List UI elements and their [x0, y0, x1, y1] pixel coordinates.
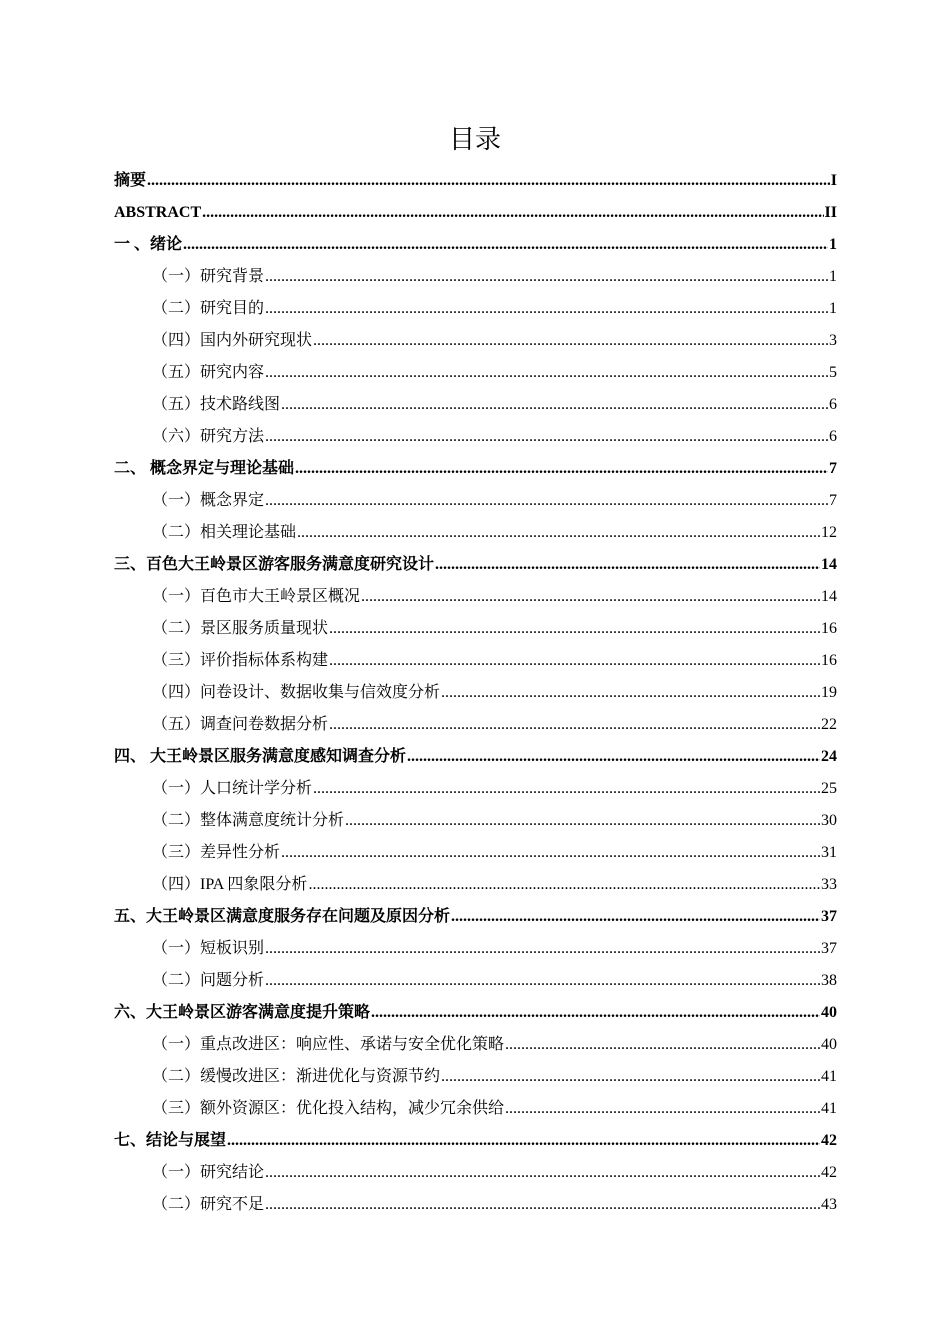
toc-page-number: 1 [829, 236, 837, 253]
toc-dot-leader [329, 709, 820, 741]
toc-dot-leader [308, 869, 820, 901]
toc-entry-label: （二）问题分析 [152, 972, 265, 989]
toc-page-number: 14 [821, 588, 837, 605]
toc-dot-leader [147, 165, 830, 197]
toc-page-number: 12 [821, 524, 837, 541]
toc-dot-leader [265, 933, 820, 965]
toc-entry-label: （三）额外资源区：优化投入结构，减少冗余供给 [152, 1100, 505, 1117]
toc-page-number: 41 [821, 1068, 837, 1085]
toc-dot-leader [202, 197, 823, 229]
toc-page-number: 37 [821, 940, 837, 957]
toc-chapter-entry[interactable] [114, 997, 837, 1029]
toc-section-entry[interactable] [114, 805, 837, 837]
toc-page-number: 43 [821, 1196, 837, 1213]
toc-entry-label: 七、结论与展望 [114, 1132, 227, 1149]
toc-section-entry[interactable] [114, 837, 837, 869]
toc-entry-label: （一）概念界定 [152, 492, 265, 509]
toc-dot-leader [281, 837, 820, 869]
toc-entry-label: （一）人口统计学分析 [152, 780, 313, 797]
toc-dot-leader [265, 1189, 820, 1221]
toc-page-number: 19 [821, 684, 837, 701]
toc-dot-leader [329, 613, 820, 645]
toc-entry-label: （一）研究结论 [152, 1164, 265, 1181]
toc-chapter-entry[interactable] [114, 197, 837, 229]
toc-dot-leader [265, 357, 828, 389]
toc-section-entry[interactable] [114, 1189, 837, 1221]
toc-dot-leader [183, 229, 828, 261]
toc-page-number: 3 [829, 332, 837, 349]
toc-section-entry[interactable] [114, 613, 837, 645]
toc-dot-leader [441, 1061, 820, 1093]
toc-dot-leader [313, 773, 820, 805]
toc-entry-label: （五）调查问卷数据分析 [152, 716, 329, 733]
toc-dot-leader [265, 1157, 820, 1189]
toc-section-entry[interactable] [114, 421, 837, 453]
toc-chapter-entry[interactable] [114, 229, 837, 261]
toc-section-entry[interactable] [114, 325, 837, 357]
toc-dot-leader [265, 485, 828, 517]
toc-page-number: 7 [829, 460, 837, 477]
toc-dot-leader [295, 453, 828, 485]
toc-section-entry[interactable] [114, 965, 837, 997]
toc-page-number: 7 [829, 492, 837, 509]
toc-section-entry[interactable] [114, 485, 837, 517]
toc-entry-label: 四、 大王岭景区服务满意度感知调查分析 [114, 748, 407, 765]
toc-section-entry[interactable] [114, 261, 837, 293]
toc-page-number: 41 [821, 1100, 837, 1117]
toc-dot-leader [345, 805, 820, 837]
toc-entry-label: 二、 概念界定与理论基础 [114, 460, 295, 477]
toc-section-entry[interactable] [114, 293, 837, 325]
toc-dot-leader [329, 645, 820, 677]
toc-section-entry[interactable] [114, 933, 837, 965]
toc-entry-label: （四）国内外研究现状 [152, 332, 313, 349]
toc-entry-label: 三、百色大王岭景区游客服务满意度研究设计 [114, 556, 435, 573]
toc-page-number: 14 [821, 556, 837, 573]
toc-section-entry[interactable] [114, 1093, 837, 1125]
toc-entry-label: 五、大王岭景区满意度服务存在问题及原因分析 [114, 908, 451, 925]
toc-entry-label: （二）景区服务质量现状 [152, 620, 329, 637]
toc-entry-label: （六）研究方法 [152, 428, 265, 445]
toc-entry-label: （一）研究背景 [152, 268, 265, 285]
toc-dot-leader [441, 677, 820, 709]
toc-chapter-entry[interactable] [114, 165, 837, 197]
toc-dot-leader [407, 741, 820, 773]
toc-chapter-entry[interactable] [114, 549, 837, 581]
toc-dot-leader [281, 389, 828, 421]
toc-entry-label: （二）研究目的 [152, 300, 265, 317]
toc-page-number: 16 [821, 652, 837, 669]
toc-page-number: 24 [821, 748, 837, 765]
toc-entry-label: （五）技术路线图 [152, 396, 281, 413]
toc-page-number: 30 [821, 812, 837, 829]
toc-entry-label: ABSTRACT [114, 204, 202, 221]
toc-page-number: 31 [821, 844, 837, 861]
toc-section-entry[interactable] [114, 517, 837, 549]
toc-page-number: 25 [821, 780, 837, 797]
toc-page-number: 16 [821, 620, 837, 637]
toc-entry-label: （五）研究内容 [152, 364, 265, 381]
toc-entry-label: （二）整体满意度统计分析 [152, 812, 345, 829]
toc-section-entry[interactable] [114, 1061, 837, 1093]
toc-page-number: II [824, 204, 837, 221]
toc-page-number: 1 [829, 300, 837, 317]
toc-entry-label: （一）百色市大王岭景区概况 [152, 588, 361, 605]
toc-entry-label: （三）评价指标体系构建 [152, 652, 329, 669]
toc-entry-label: 六、大王岭景区游客满意度提升策略 [114, 1004, 371, 1021]
toc-dot-leader [265, 965, 820, 997]
toc-dot-leader [505, 1093, 820, 1125]
toc-dot-leader [265, 293, 828, 325]
toc-page-number: 5 [829, 364, 837, 381]
toc-section-entry[interactable] [114, 869, 837, 901]
toc-page-number: 42 [821, 1132, 837, 1149]
toc-section-entry[interactable] [114, 581, 837, 613]
toc-page-number: 38 [821, 972, 837, 989]
toc-page-number: 37 [821, 908, 837, 925]
toc-section-entry[interactable] [114, 389, 837, 421]
toc-section-entry[interactable] [114, 773, 837, 805]
toc-section-entry[interactable] [114, 357, 837, 389]
toc-dot-leader [297, 517, 820, 549]
toc-dot-leader [313, 325, 828, 357]
toc-dot-leader [435, 549, 820, 581]
toc-dot-leader [371, 997, 820, 1029]
toc-entry-label: （一）重点改进区：响应性、承诺与安全优化策略 [152, 1036, 505, 1053]
toc-page-number: 6 [829, 428, 837, 445]
toc-section-entry[interactable] [114, 1029, 837, 1061]
toc-chapter-entry[interactable] [114, 1125, 837, 1157]
toc-section-entry[interactable] [114, 645, 837, 677]
toc-page-number: 6 [829, 396, 837, 413]
toc-entry-label: （二）缓慢改进区：渐进优化与资源节约 [152, 1068, 441, 1085]
toc-page-number: 40 [821, 1036, 837, 1053]
toc-page-number: I [830, 172, 837, 189]
toc-entry-label: （四）问卷设计、数据收集与信效度分析 [152, 684, 441, 701]
toc-page-number: 40 [821, 1004, 837, 1021]
toc-chapter-entry[interactable] [114, 901, 837, 933]
toc-section-entry[interactable] [114, 677, 837, 709]
toc-page-number: 22 [821, 716, 837, 733]
page-title: 目录 [448, 125, 501, 155]
toc-dot-leader [451, 901, 820, 933]
toc-dot-leader [227, 1125, 820, 1157]
toc-chapter-entry[interactable] [114, 453, 837, 485]
toc-entry-label: 一 、绪论 [114, 236, 183, 253]
table-of-contents [114, 165, 837, 1221]
toc-section-entry[interactable] [114, 1157, 837, 1189]
toc-entry-label: （四）IPA 四象限分析 [152, 876, 308, 893]
toc-entry-label: （二）相关理论基础 [152, 524, 297, 541]
toc-entry-label: （二）研究不足 [152, 1196, 265, 1213]
toc-entry-label: （三）差异性分析 [152, 844, 281, 861]
toc-page-number: 42 [821, 1164, 837, 1181]
toc-section-entry[interactable] [114, 709, 837, 741]
toc-entry-label: 摘要 [114, 172, 147, 189]
toc-page-number: 33 [821, 876, 837, 893]
toc-dot-leader [265, 421, 828, 453]
toc-page-number: 1 [829, 268, 837, 285]
toc-entry-label: （一）短板识别 [152, 940, 265, 957]
toc-chapter-entry[interactable] [114, 741, 837, 773]
toc-dot-leader [361, 581, 820, 613]
toc-dot-leader [505, 1029, 820, 1061]
toc-dot-leader [265, 261, 828, 293]
